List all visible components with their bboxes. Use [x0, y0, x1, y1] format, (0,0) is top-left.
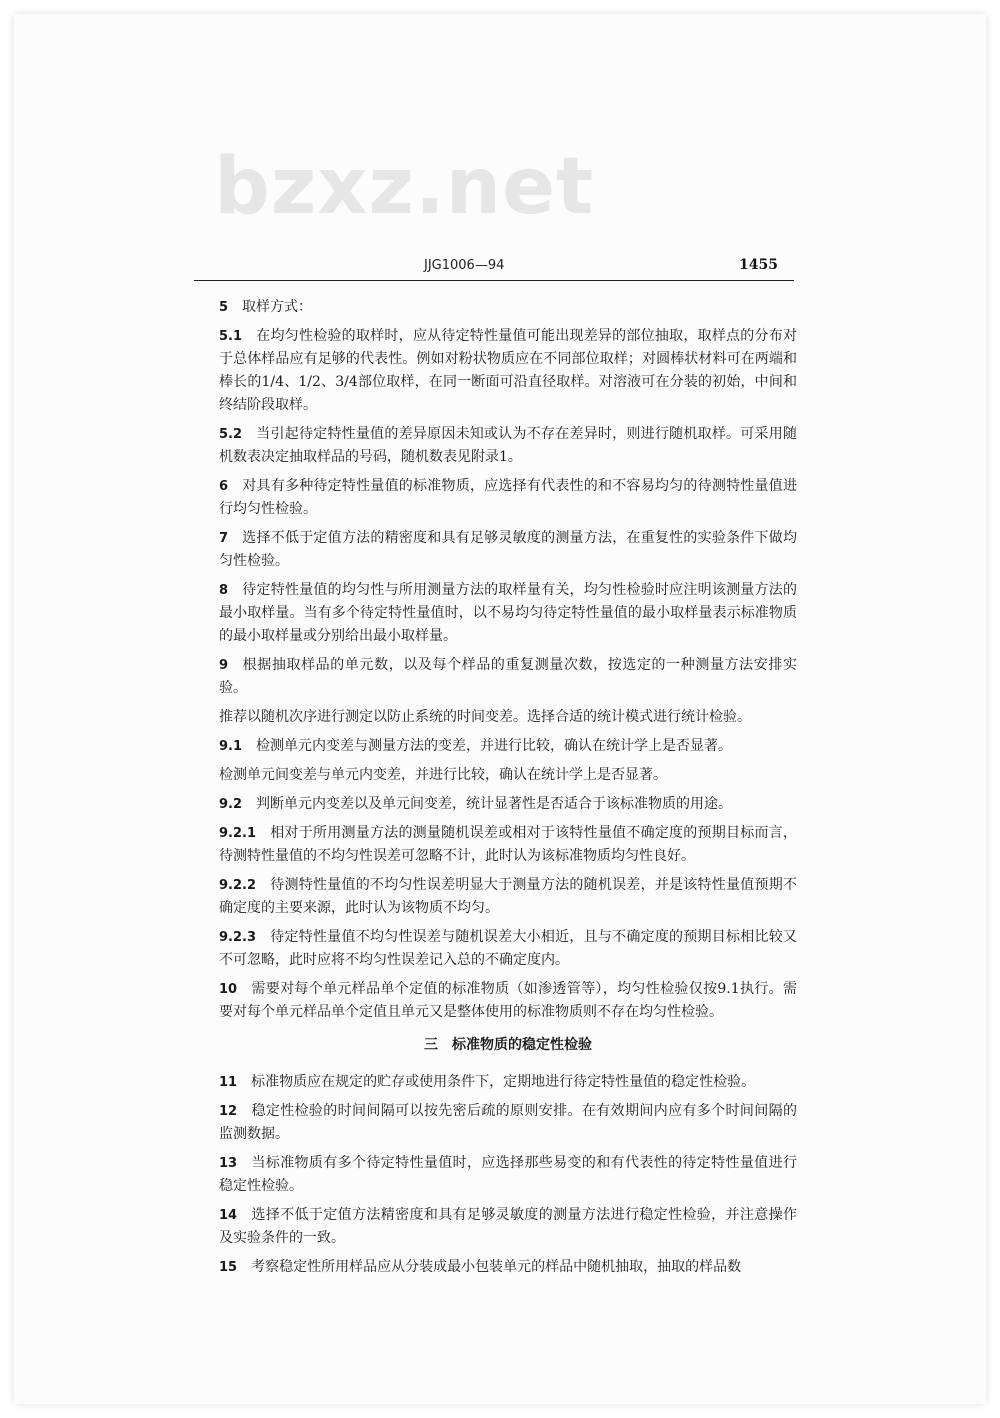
- paragraph: [219, 654, 797, 700]
- paragraph-text: 当标准物质有多个待定特性量值时，应选择那些易变的和有代表性的待定特性量值进行稳定性检验。: [219, 1155, 797, 1194]
- clause-number: 8: [219, 583, 229, 598]
- paragraph-text: 判断单元内变差以及单元间变差，统计显著性是否适合于该标准物质的用途。: [256, 796, 733, 812]
- clause-number: 11: [219, 1075, 238, 1090]
- paragraph-text: 对具有多种待定特性量值的标准物质，应选择有代表性的和不容易均匀的待测特性量值进行均匀性检验。: [219, 478, 797, 517]
- clause-number: 9.2: [219, 797, 243, 812]
- paragraph: [219, 793, 797, 816]
- clause-number: 5.1: [219, 329, 243, 344]
- paragraph-text: 待定特性量值不均匀性误差与随机误差大小相近，且与不确定度的预期目标相比较又不可忽略，此时应将不均匀性误差记入总的不确定度内。: [219, 929, 797, 968]
- clause-number: 13: [219, 1156, 238, 1171]
- paragraph: [219, 706, 797, 729]
- document-body: [219, 296, 797, 1285]
- standard-code: JJG1006—94: [424, 258, 505, 273]
- document-page: [14, 14, 986, 1404]
- paragraph: [219, 423, 797, 469]
- paragraph: [219, 926, 797, 972]
- paragraph-text: 检测单元内变差与测量方法的变差，并进行比较，确认在统计学上是否显著。: [256, 738, 733, 754]
- clause-number: 9: [219, 658, 229, 673]
- paragraph-text: 选择不低于定值方法精密度和具有足够灵敏度的测量方法进行稳定性检验，并注意操作及实验条件的一致。: [219, 1207, 797, 1246]
- clause-number: 10: [219, 982, 238, 997]
- clause-number: 5.2: [219, 427, 243, 442]
- clause-number: 5: [219, 300, 229, 315]
- paragraph-list: [219, 296, 797, 1024]
- paragraph: [219, 978, 797, 1024]
- clause-number: 6: [219, 479, 229, 494]
- paragraph-text: 选择不低于定值方法的精密度和具有足够灵敏度的测量方法，在重复性的实验条件下做均匀性检验。: [219, 530, 797, 569]
- paragraph-text: 标准物质应在规定的贮存或使用条件下，定期地进行待定特性量值的稳定性检验。: [251, 1074, 756, 1090]
- paragraph-text: 待定特性量值的均匀性与所用测量方法的取样量有关，均匀性检验时应注明该测量方法的最小取样量。当有多个待定特性量值时，以不易均匀待定特性量值的最小取样量表示标准物质的最小取样量或分别给出最小取样量。: [219, 582, 797, 644]
- clause-number: 14: [219, 1208, 238, 1223]
- paragraph-text: 待测特性量值的不均匀性误差明显大于测量方法的随机误差，并是该特性量值预期不确定度的主要来源，此时认为该物质不均匀。: [219, 877, 797, 916]
- paragraph: [219, 325, 797, 417]
- clause-number: 15: [219, 1260, 238, 1275]
- paragraph: [219, 1100, 797, 1146]
- paragraph: [219, 1204, 797, 1250]
- paragraph-text: 根据抽取样品的单元数，以及每个样品的重复测量次数，按选定的一种测量方法安排实验。: [219, 657, 797, 696]
- paragraph: [219, 1152, 797, 1198]
- clause-number: 9.2.1: [219, 826, 257, 841]
- clause-number: 9.2.2: [219, 878, 257, 893]
- watermark: bzxz.net: [214, 142, 595, 232]
- paragraph: [219, 475, 797, 521]
- paragraph: [219, 874, 797, 920]
- paragraph-text: 当引起待定特性量值的差异原因未知或认为不存在差异时，则进行随机取样。可采用随机数表决定抽取样品的号码，随机数表见附录1。: [219, 426, 797, 465]
- paragraph: [219, 296, 797, 319]
- paragraph-text: 检测单元间变差与单元内变差，并进行比较，确认在统计学上是否显著。: [219, 767, 667, 783]
- paragraph: [219, 1256, 797, 1279]
- clause-number: 9.2.3: [219, 930, 257, 945]
- paragraph-text: 取样方式：: [242, 299, 313, 315]
- page-number: 1455: [739, 257, 778, 273]
- paragraph-text: 在均匀性检验的取样时，应从待定特性量值可能出现差异的部位抽取，取样点的分布对于总体样品应有足够的代表性。例如对粉状物质应在不同部位取样；对圆棒状材料可在两端和棒长的1/4、1/2、3/4部位取样，在同一断面可沿直径取样。对溶液可在分装的初始，中间和终结阶段取样。: [219, 328, 797, 413]
- paragraph-list-2: [219, 1071, 797, 1279]
- paragraph: [219, 735, 797, 758]
- section-title: 三 标准物质的稳定性检验: [424, 1037, 592, 1053]
- paragraph-text: 考察稳定性所用样品应从分装成最小包装单元的样品中随机抽取，抽取的样品数: [251, 1259, 742, 1275]
- paragraph: [219, 1071, 797, 1094]
- paragraph: [219, 764, 797, 787]
- clause-number: 7: [219, 531, 229, 546]
- clause-number: 12: [219, 1104, 238, 1119]
- page-header: [194, 254, 794, 281]
- paragraph: [219, 527, 797, 573]
- paragraph-text: 稳定性检验的时间间隔可以按先密后疏的原则安排。在有效期间内应有多个时间间隔的监测数据。: [219, 1103, 797, 1142]
- paragraph-text: 相对于所用测量方法的测量随机误差或相对于该特性量值不确定度的预期目标而言，待测特性量值的不均匀性误差可忽略不计，此时认为该标准物质均匀性良好。: [219, 825, 797, 864]
- paragraph-text: 需要对每个单元样品单个定值的标准物质（如渗透管等），均匀性检验仅按9.1执行。需要对每个单元样品单个定值且单元又是整体使用的标准物质则不存在均匀性检验。: [219, 981, 797, 1020]
- paragraph: [219, 579, 797, 648]
- clause-number: 9.1: [219, 739, 243, 754]
- paragraph: [219, 822, 797, 868]
- paragraph-text: 推荐以随机次序进行测定以防止系统的时间变差。选择合适的统计模式进行统计检验。: [219, 709, 751, 725]
